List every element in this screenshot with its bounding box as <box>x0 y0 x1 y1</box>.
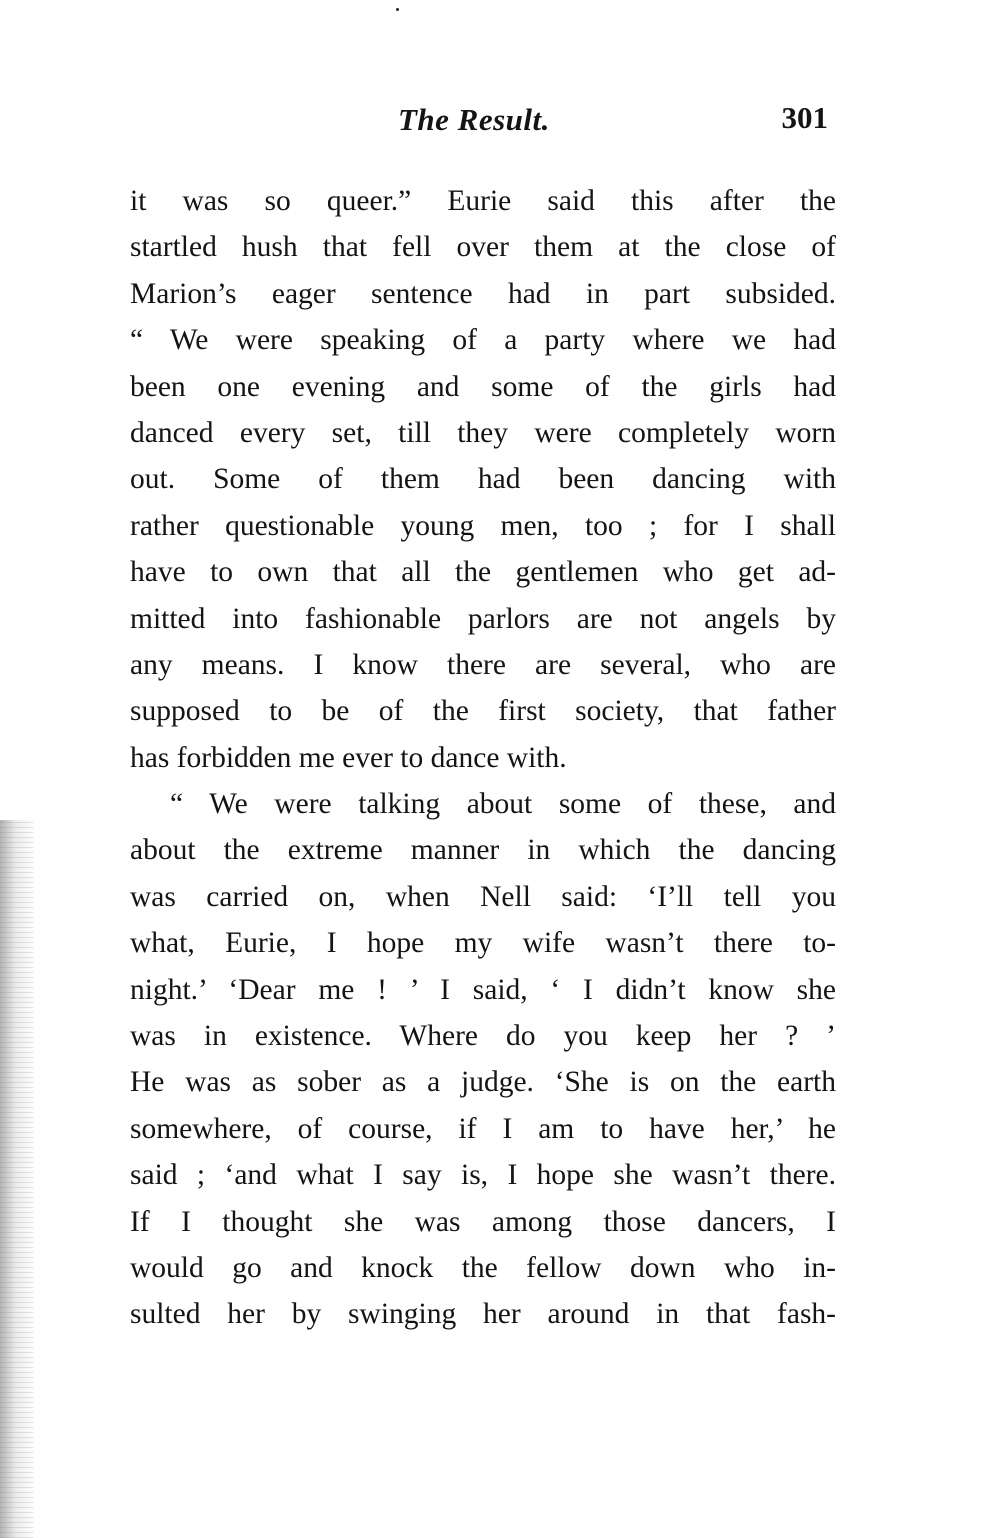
text-line: supposed to be of the first society, that father <box>130 695 836 728</box>
text-line: was in existence. Where do you keep her ? ’ <box>130 1020 836 1053</box>
page-number: 301 <box>781 100 828 135</box>
text-line: about the extreme manner in which the dancing <box>130 834 836 867</box>
text-line: have to own that all the gentlemen who get ad- <box>130 556 836 589</box>
text-line: rather questionable young men, too ; for I shall <box>130 509 836 542</box>
text-line: would go and knock the fellow down who in- <box>130 1251 836 1284</box>
running-head: The Result. <box>398 102 550 137</box>
page-header <box>128 98 828 142</box>
body-text <box>130 178 836 1338</box>
text-line: If I thought she was among those dancers, I <box>130 1205 836 1238</box>
text-line: danced every set, till they were completely worn <box>130 416 836 449</box>
text-line: it was so queer.” Eurie said this after the <box>130 185 836 217</box>
text-line: was carried on, when Nell said: ‘I’ll tell you <box>130 880 836 913</box>
text-line: mitted into fashionable parlors are not angels by <box>130 602 836 635</box>
text-line: has forbidden me ever to dance with. <box>130 741 567 774</box>
text-line: out. Some of them had been dancing with <box>130 463 836 496</box>
text-line: any means. I know there are several, who are <box>130 648 836 681</box>
text-line: said ; ‘and what I say is, I hope she wasn’t there. <box>130 1159 836 1192</box>
text-line: He was as sober as a judge. ‘She is on the earth <box>130 1066 836 1099</box>
text-line: somewhere, of course, if I am to have her,’ he <box>130 1112 836 1145</box>
text-line: what, Eurie, I hope my wife wasn’t there to- <box>130 927 836 960</box>
page-edge-shadow <box>0 820 34 1538</box>
margin-speck <box>396 8 399 11</box>
text-line: been one evening and some of the girls had <box>130 370 836 403</box>
text-line: “ We were talking about some of these, and <box>170 788 836 821</box>
text-line: “ We were speaking of a party where we had <box>130 324 836 357</box>
text-line: sulted her by swinging her around in that fash- <box>130 1298 836 1331</box>
text-line: Marion’s eager sentence had in part subsided. <box>130 277 836 310</box>
text-line: night.’ ‘Dear me ! ’ I said, ‘ I didn’t know she <box>130 973 836 1006</box>
text-line: startled hush that fell over them at the close of <box>130 231 836 264</box>
